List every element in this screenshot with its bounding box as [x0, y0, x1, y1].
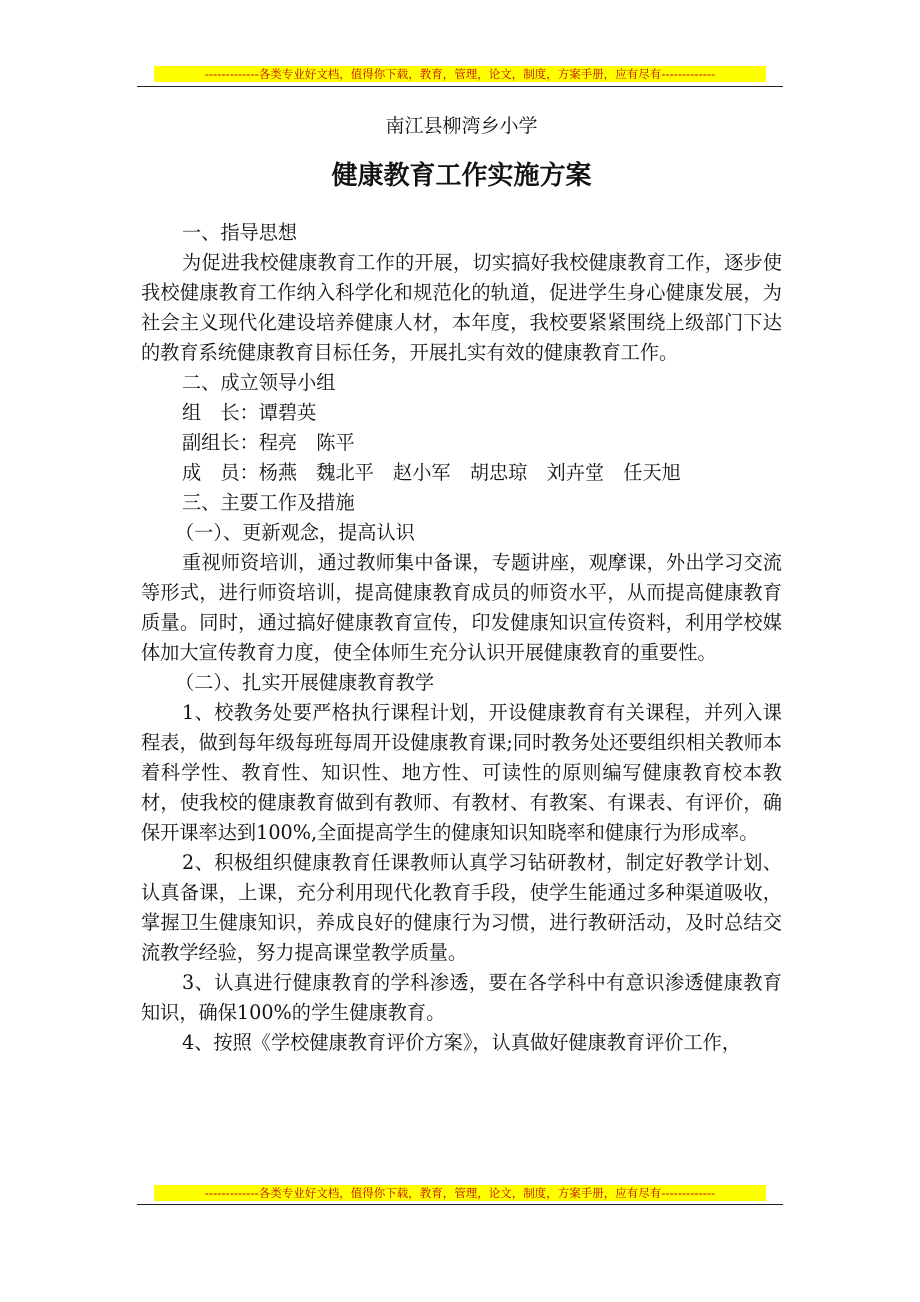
footer-banner: -------------各类专业好文档，值得你下载，教育，管理，论文，制度，方案手册，应有尽有-------------	[154, 1185, 766, 1201]
group-members: 成 员：杨燕 魏北平 赵小军 胡忠琼 刘卉堂 任天旭	[182, 461, 681, 484]
subsection-heading-update-concepts: （一）、更新观念，提高认识	[175, 521, 415, 544]
document-body	[141, 112, 782, 1058]
paragraph-item-2: 2、积极组织健康教育任课教师认真学习钻研教材，制定好教学计划、认真备课，上课，充分利用现代化教育手段，使学生能通过多种渠道吸收，掌握卫生健康知识，养成良好的健康行为习惯，进行教研活动，及时总结交流教学经验，努力提高课堂教学质量。	[141, 851, 782, 964]
section-heading-main-work: 三、主要工作及措施	[182, 491, 355, 514]
header-banner: -------------各类专业好文档，值得你下载，教育，管理，论文，制度，方案手册，应有尽有-------------	[154, 66, 766, 82]
document-text	[141, 218, 782, 1058]
school-name: 南江县柳湾乡小学	[385, 115, 538, 137]
group-vice-leader: 副组长：程亮 陈平	[182, 431, 355, 454]
paragraph-guiding-ideology: 为促进我校健康教育工作的开展，切实搞好我校健康教育工作，逐步使我校健康教育工作纳入科学化和规范化的轨道，促进学生身心健康发展，为社会主义现代化建设培养健康人材，本年度，我校要紧紧围绕上级部门下达的教育系统健康教育目标任务，开展扎实有效的健康教育工作。	[141, 251, 782, 364]
header-rule	[137, 86, 783, 87]
section-heading-guiding-ideology: 一、指导思想	[182, 221, 298, 244]
group-leader: 组 长：谭碧英	[182, 401, 317, 424]
paragraph-item-1: 1、校教务处要严格执行课程计划，开设健康教育有关课程，并列入课程表，做到每年级每班每周开设健康教育课;同时教务处还要组织相关教师本着科学性、教育性、知识性、地方性、可读性的原则编写健康教育校本教材，使我校的健康教育做到有教师、有教材、有教案、有课表、有评价，确保开课率达到100%,全面提高学生的健康知识知晓率和健康行为形成率。	[141, 701, 782, 844]
section-heading-leadership-group: 二、成立领导小组	[182, 371, 336, 394]
footer-rule	[137, 1204, 783, 1205]
subsection-heading-health-teaching: （二）、扎实开展健康教育教学	[175, 671, 435, 694]
paragraph-teacher-training: 重视师资培训，通过教师集中备课，专题讲座，观摩课，外出学习交流等形式，进行师资培训，提高健康教育成员的师资水平，从而提高健康教育质量。同时，通过搞好健康教育宣传，印发健康知识宣传资料，利用学校媒体加大宣传教育力度，使全体师生充分认识开展健康教育的重要性。	[141, 551, 782, 664]
paragraph-item-3: 3、认真进行健康教育的学科渗透，要在各学科中有意识渗透健康教育知识，确保100%的学生健康教育。	[141, 971, 782, 1024]
paragraph-item-4: 4、按照《学校健康教育评价方案》，认真做好健康教育评价工作，	[182, 1031, 742, 1054]
document-title: 健康教育工作实施方案	[331, 161, 592, 191]
